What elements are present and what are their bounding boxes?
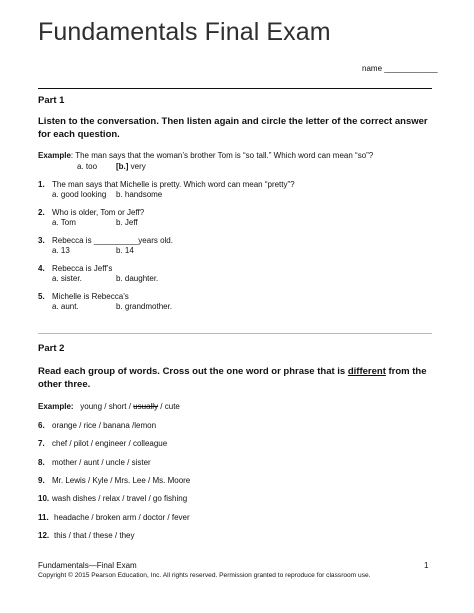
header-divider — [38, 88, 432, 89]
example-option-b — [116, 162, 146, 171]
part2-heading: Part 2 — [38, 343, 65, 354]
option-b: b. daughter. — [116, 274, 159, 283]
example-label: Example — [38, 151, 71, 160]
example-option-b-letter: [b.] — [116, 162, 129, 171]
struck-word: usually — [133, 402, 159, 411]
question-text: Rebecca is Jeff’s — [52, 264, 113, 273]
footer-title: Fundamentals—Final Exam — [38, 561, 137, 570]
item-text: headache / broken arm / doctor / fever — [54, 513, 190, 522]
option-a: a. 13 — [52, 246, 70, 255]
example-option-a: a. too — [77, 162, 98, 171]
question-number: 1. — [38, 180, 45, 189]
item-text: this / that / these / they — [54, 531, 135, 540]
option-a: a. aunt. — [52, 302, 79, 311]
name-field-label: name ____________ — [362, 64, 438, 73]
question-text: Michelle is Rebecca’s — [52, 292, 129, 301]
item-number: 10. — [38, 494, 50, 503]
part-divider — [38, 333, 432, 334]
question-number: 4. — [38, 264, 45, 273]
part2-example: Example: young / short / usually / cute — [38, 402, 180, 411]
exam-title: Fundamentals Final Exam — [38, 18, 331, 46]
part1-example — [38, 151, 373, 160]
underlined-word: different — [347, 366, 386, 377]
part2-instruction: Read each group of words. Cross out the one word or phrase that is different from the other three. — [38, 366, 427, 390]
copyright-notice: Copyright © 2015 Pearson Education, Inc. All rights reserved. Permission granted to reproduce for classroom use. — [38, 572, 371, 579]
option-b: b. handsome — [116, 190, 163, 199]
item-number: 12. — [38, 531, 50, 540]
item-text: Mr. Lewis / Kyle / Mrs. Lee / Ms. Moore — [52, 476, 191, 485]
item-number: 6. — [38, 421, 45, 430]
item-text: wash dishes / relax / travel / go fishing — [52, 494, 188, 503]
option-a: a. good looking — [52, 190, 107, 199]
option-b: b. 14 — [116, 246, 134, 255]
item-number: 11. — [38, 513, 49, 522]
item-text: orange / rice / banana /lemon — [52, 421, 157, 430]
item-number: 7. — [38, 439, 45, 448]
example-text: : The man says that the woman’s brother Tom is “so tall.” Which word can mean “so”? — [70, 151, 374, 160]
item-number: 8. — [38, 458, 45, 467]
option-a: a. Tom — [52, 218, 76, 227]
item-text: mother / aunt / uncle / sister — [52, 458, 151, 467]
option-b: b. grandmother. — [116, 302, 173, 311]
question-text: Who is older, Tom or Jeff? — [52, 208, 145, 217]
question-text: Rebecca is __________years old. — [52, 236, 173, 245]
question-number: 5. — [38, 292, 45, 301]
option-a: a. sister. — [52, 274, 82, 283]
page-number: 1 — [424, 561, 429, 570]
question-number: 3. — [38, 236, 45, 245]
question-text: The man says that Michelle is pretty. Which word can mean “pretty”? — [52, 180, 295, 189]
item-text: chef / pilot / engineer / colleague — [52, 439, 168, 448]
part1-heading: Part 1 — [38, 95, 65, 106]
item-number: 9. — [38, 476, 45, 485]
option-b: b. Jeff — [116, 218, 138, 227]
question-number: 2. — [38, 208, 45, 217]
example-option-b-text: very — [130, 162, 146, 171]
part1-instruction: Listen to the conversation. Then listen again and circle the letter of the correct answer for each question. — [38, 116, 428, 140]
example-label: Example: — [38, 402, 74, 411]
